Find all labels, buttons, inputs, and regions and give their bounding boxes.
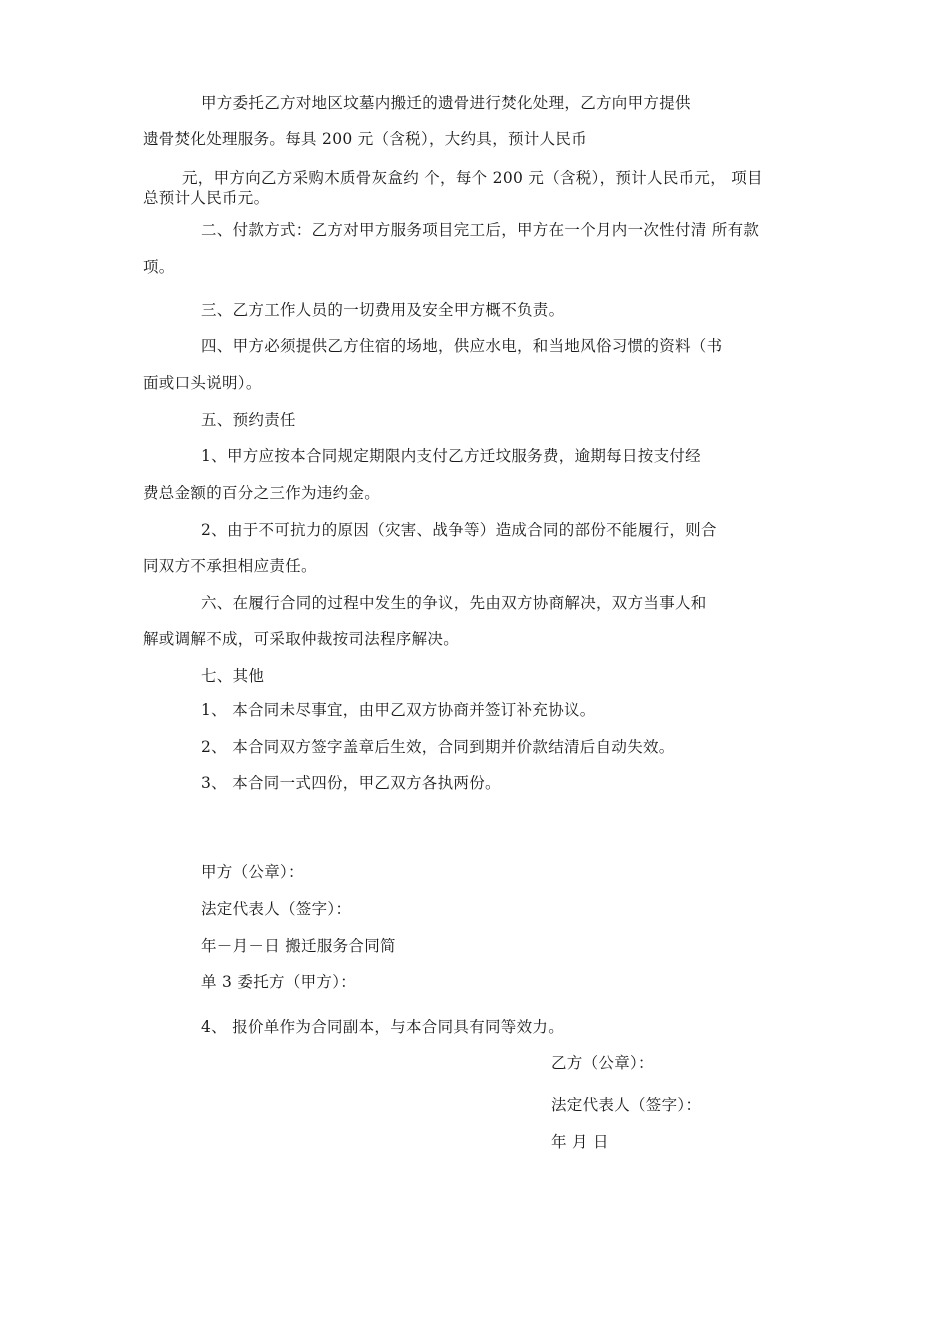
paragraph-line: 三、乙方工作人员的一切费用及安全甲方概不负责。 (201, 301, 565, 319)
section-heading: 五、预约责任 (201, 411, 296, 429)
paragraph-line: 元，甲方向乙方采购木质骨灰盒约 个，每个 200 元（含税），预计人民币元， 项目 (182, 169, 763, 187)
paragraph-line: 3、 本合同一式四份，甲乙双方各执两份。 (201, 774, 501, 792)
party-b-seal-label: 乙方（公章）： (551, 1054, 654, 1072)
party-a-seal-label: 甲方（公章）： (201, 863, 304, 881)
paragraph-line: 同双方不承担相应责任。 (143, 557, 317, 575)
paragraph-line: 2、由于不可抗力的原因（灾害、战争等）造成合同的部份不能履行，则合 (201, 521, 717, 539)
paragraph-line: 遗骨焚化处理服务。每具 200 元（含税），大约具，预计人民币 (143, 130, 587, 148)
paragraph-line: 1、甲方应按本合同规定期限内支付乙方迁坟服务费，逾期每日按支付经 (201, 447, 701, 465)
paragraph-line: 费总金额的百分之三作为违约金。 (143, 484, 381, 502)
paragraph-line: 六、在履行合同的过程中发生的争议，先由双方协商解决，双方当事人和 (201, 594, 707, 612)
paragraph-line: 总预计人民币元。 (143, 189, 270, 207)
section-heading: 七、其他 (201, 667, 265, 685)
paragraph-line: 4、 报价单作为合同副本，与本合同具有同等效力。 (201, 1018, 564, 1036)
paragraph-line: 2、 本合同双方签字盖章后生效，合同到期并价款结清后自动失效。 (201, 738, 675, 756)
paragraph-line: 二、付款方式：乙方对甲方服务项目完工后，甲方在一个月内一次性付清 所有款 (201, 221, 760, 239)
paragraph-line: 甲方委托乙方对地区坟墓内搬迁的遗骨进行焚化处理，乙方向甲方提供 (201, 94, 691, 112)
party-a-representative-label: 法定代表人（签字）： (201, 900, 352, 918)
paragraph-line: 项。 (143, 258, 175, 276)
party-a-date-line: 年－月－日 搬迁服务合同简 (201, 937, 396, 955)
party-b-date-line: 年 月 日 (551, 1133, 609, 1151)
party-b-representative-label: 法定代表人（签字）： (551, 1096, 702, 1114)
paragraph-line: 1、 本合同未尽事宜，由甲乙双方协商并签订补充协议。 (201, 701, 596, 719)
party-a-client-line: 单 3 委托方（甲方）： (201, 973, 357, 991)
paragraph-line: 四、甲方必须提供乙方住宿的场地，供应水电，和当地风俗习惯的资料（书 (201, 337, 723, 355)
paragraph-line: 面或口头说明）。 (143, 374, 262, 392)
paragraph-line: 解或调解不成，可采取仲裁按司法程序解决。 (143, 630, 460, 648)
